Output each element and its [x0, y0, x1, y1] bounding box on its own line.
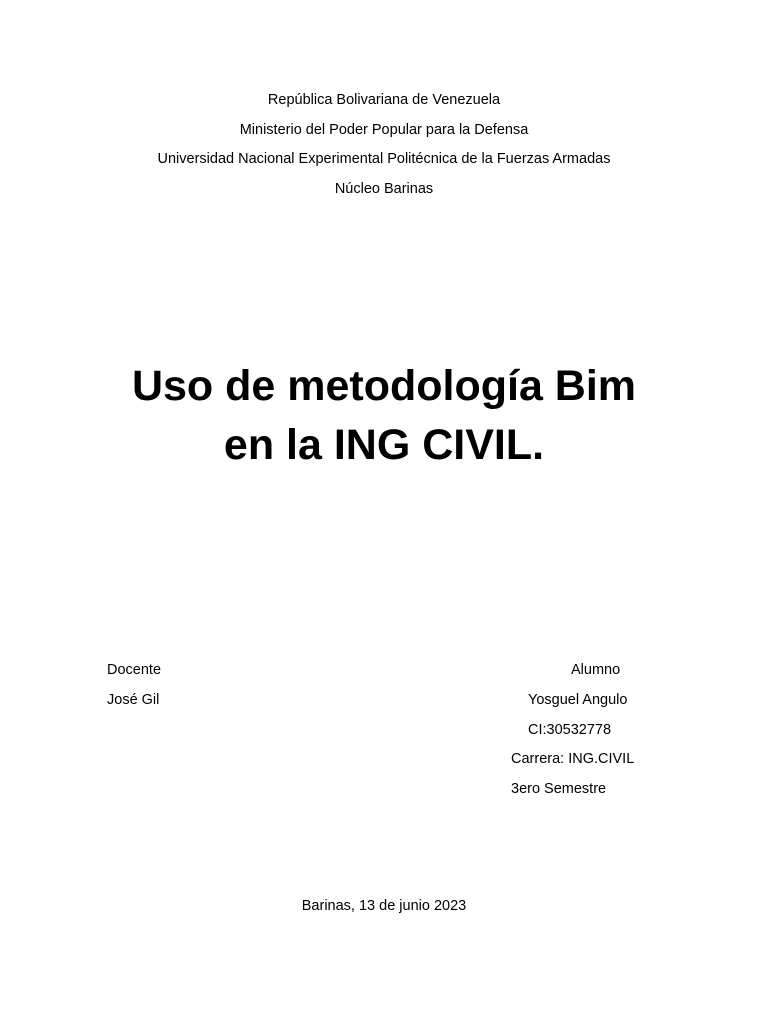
teacher-name: José Gil [107, 692, 160, 708]
student-label: Alumno [571, 662, 621, 678]
teacher-label: Docente [107, 662, 162, 678]
student-semester: 3ero Semestre [511, 781, 607, 797]
header-campus: Núcleo Barinas [334, 181, 434, 197]
document-title-line-1: Uso de metodología Bim [131, 362, 637, 410]
header-ministry: Ministerio del Poder Popular para la Defensa [239, 122, 529, 138]
document-title-line-2: en la ING CIVIL. [223, 421, 545, 469]
student-career: Carrera: ING.CIVIL [511, 751, 635, 767]
student-id: CI:30532778 [528, 722, 612, 738]
student-name: Yosguel Angulo [528, 692, 628, 708]
header-republic: República Bolivariana de Venezuela [267, 92, 501, 108]
header-university: Universidad Nacional Experimental Politécnica de la Fuerzas Armadas [157, 151, 611, 167]
place-date: Barinas, 13 de junio 2023 [301, 898, 467, 914]
